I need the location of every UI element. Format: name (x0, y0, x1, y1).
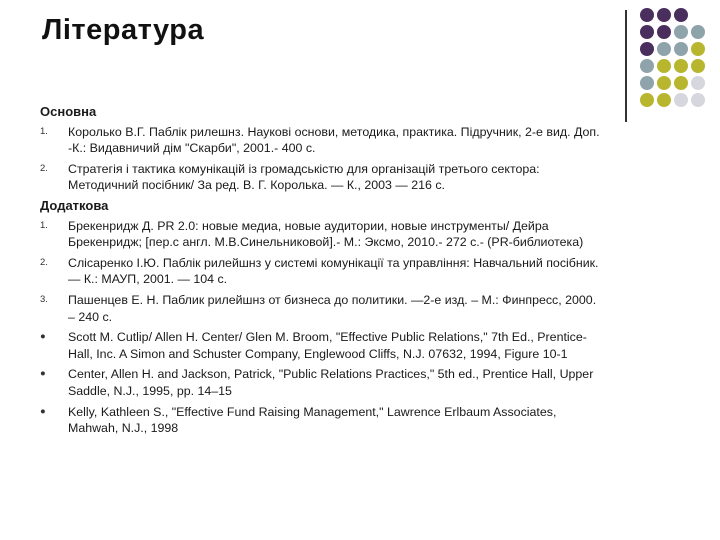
dot-icon (691, 76, 705, 90)
item-line: Kelly, Kathleen S., "Effective Fund Raising Management," Lawrence Erlbaum Associates, (68, 404, 557, 419)
list-item (40, 255, 670, 288)
item-line: Mahwah, N.J., 1998 (68, 421, 179, 436)
dot-icon (691, 59, 705, 73)
item-line: Методичний посібник/ За ред. В. Г. Королька. — К., 2003 — 216 с. (68, 178, 445, 193)
bullet-icon: ● (40, 405, 46, 417)
list-marker: 2. (40, 256, 48, 268)
list-item (40, 124, 670, 157)
item-line: -К.: Видавничий дім "Скарби", 2001.- 400 с. (68, 141, 316, 156)
bullet-icon: ● (40, 331, 46, 343)
additional-list (40, 218, 670, 437)
list-item (40, 218, 670, 251)
item-line: – 240 с. (68, 309, 113, 324)
dot-icon (674, 42, 688, 56)
dot-icon (640, 8, 654, 22)
list-item (40, 161, 670, 194)
slide-title: Література (42, 14, 205, 46)
dot-icon (657, 76, 671, 90)
dot-icon (674, 25, 688, 39)
item-line: Center, Allen H. and Jackson, Patrick, "Public Relations Practices," 5th ed., Prentice Hall, Upper (68, 367, 594, 382)
list-marker: 3. (40, 293, 48, 305)
item-line: Saddle, N.J., 1995, pp. 14–15 (68, 383, 232, 398)
dot-icon (640, 59, 654, 73)
item-line: Брекенридж; [пер.с англ. М.В.Синельниковой].- М.: Эксмо, 2010.- 272 с.- (PR-библиотека) (68, 235, 584, 250)
list-item (40, 404, 670, 437)
dot-icon (691, 42, 705, 56)
dot-icon (640, 42, 654, 56)
dot-icon (674, 93, 688, 107)
dot-icon (691, 93, 705, 107)
bibliography (40, 104, 670, 441)
main-list (40, 124, 670, 194)
dot-icon (674, 59, 688, 73)
item-line: Королько В.Г. Паблік рилешнз. Наукові основи, методика, практика. Підручник, 2-е вид. Доп. (68, 124, 600, 139)
decorative-dot-grid (640, 8, 720, 118)
section-heading-main: Основна (40, 104, 97, 119)
dot-icon (691, 25, 705, 39)
item-line: Брекенридж Д. PR 2.0: новые медиа, новые аудитории, новые инструменты/ Дейра (68, 218, 549, 233)
dot-icon (674, 8, 688, 22)
item-line: — К.: МАУП, 2001. — 104 с. (68, 272, 228, 287)
list-item (40, 366, 670, 399)
dot-icon (657, 8, 671, 22)
item-line: Пашенцев Е. Н. Паблик рилейшнз от бизнеса до политики. —2-е изд. – М.: Финпресс, 2000. (68, 292, 597, 307)
dot-icon (657, 59, 671, 73)
list-marker: 1. (40, 219, 48, 231)
item-line: Hall, Inc. A Simon and Schuster Company, Englewood Cliffs, N.J. 07632, 1994, Figure 10-1 (68, 346, 568, 361)
dot-icon (657, 42, 671, 56)
section-heading-additional: Додаткова (40, 197, 109, 213)
list-marker: 2. (40, 162, 48, 174)
dot-icon (674, 76, 688, 90)
list-item (40, 329, 670, 362)
item-line: Scott M. Cutlip/ Allen H. Center/ Glen M. Broom, "Effective Public Relations," 7th Ed., Prentice- (68, 330, 587, 345)
list-marker: 1. (40, 125, 48, 137)
dot-icon (640, 76, 654, 90)
dot-icon (657, 25, 671, 39)
list-item (40, 292, 670, 325)
item-line: Стратегія і тактика комунікацій із громадськістю для організацій третього сектора: (68, 161, 540, 176)
item-line: Слісаренко І.Ю. Паблік рилейшнз у системі комунікації та управління: Навчальний посібник. (68, 255, 599, 270)
dot-icon (640, 25, 654, 39)
bullet-icon: ● (40, 368, 46, 380)
